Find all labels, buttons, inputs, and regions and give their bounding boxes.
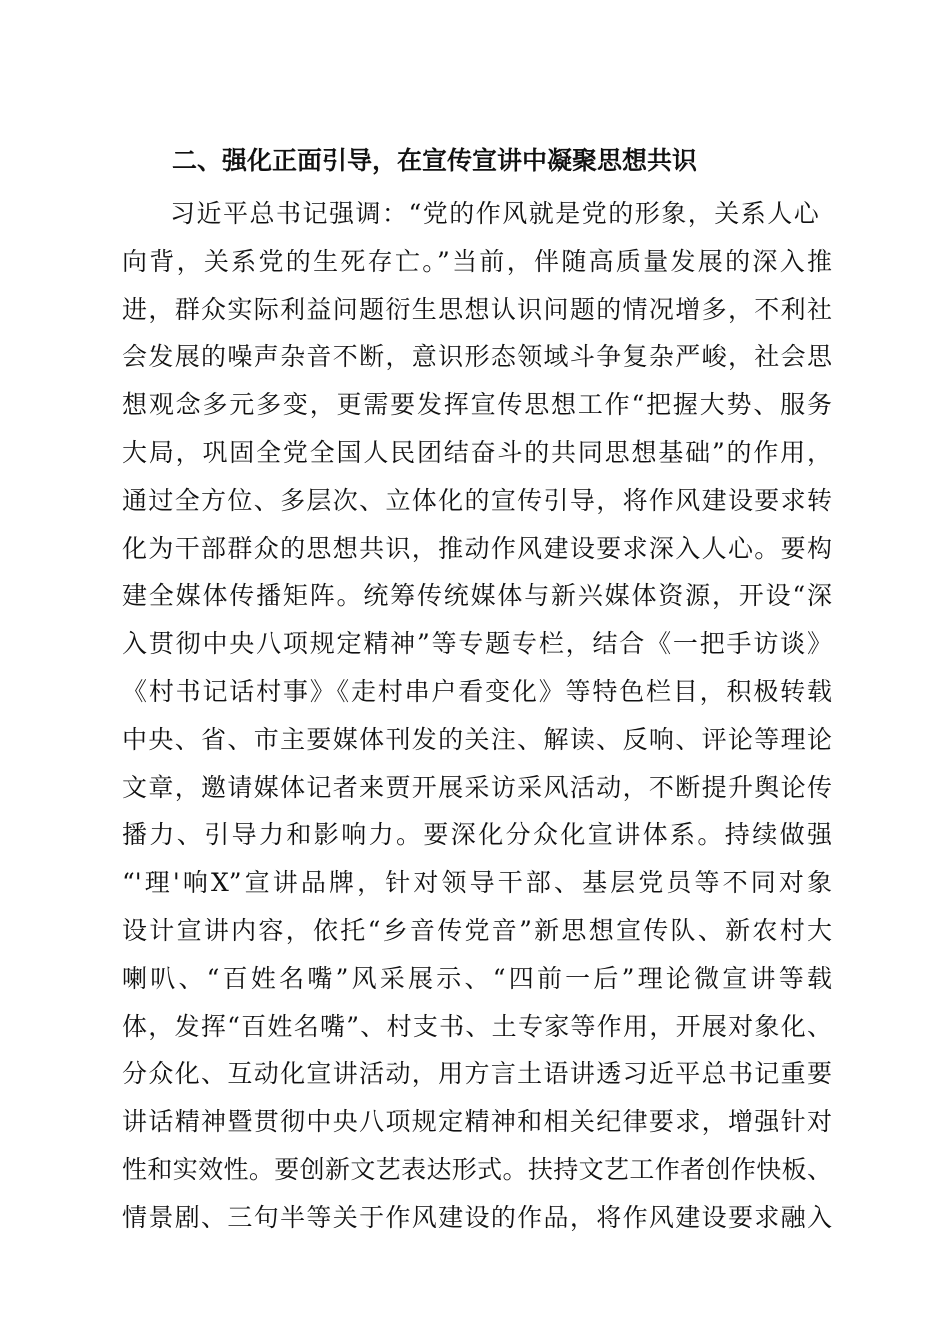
body-line: 建全媒体传播矩阵。统筹传统媒体与新兴媒体资源，开设“深	[122, 581, 832, 611]
body-line: 分众化、互动化宣讲活动，用方言土语讲透习近平总书记重要	[122, 1059, 832, 1089]
section-heading: 二、强化正面引导，在宣传宣讲中凝聚思想共识	[172, 146, 698, 175]
body-line: 进，群众实际利益问题衍生思想认识问题的情况增多，不利社	[122, 294, 832, 324]
body-text	[122, 190, 832, 1242]
body-line: 想观念多元多变，更需要发挥宣传思想工作“把握大势、服务	[122, 390, 832, 420]
body-line: 通过全方位、多层次、立体化的宣传引导，将作风建设要求转	[122, 485, 832, 515]
body-line: 中央、省、市主要媒体刊发的关注、解读、反响、评论等理论	[122, 724, 832, 754]
body-line: 《村书记话村事》《走村串户看变化》等特色栏目，积极转载	[122, 676, 832, 706]
body-line: 文章，邀请媒体记者来贾开展采访采风活动，不断提升舆论传	[122, 772, 832, 802]
body-line: 入贯彻中央八项规定精神”等专题专栏，结合《一把手访谈》	[122, 629, 832, 659]
body-line: “'理'响X”宣讲品牌，针对领导干部、基层党员等不同对象	[122, 868, 832, 898]
body-line: 化为干部群众的思想共识，推动作风建设要求深入人心。要构	[122, 533, 832, 563]
body-line: 大局，巩固全党全国人民团结奋斗的共同思想基础”的作用，	[122, 437, 832, 467]
body-line: 情景剧、三句半等关于作风建设的作品，将作风建设要求融入	[122, 1202, 832, 1232]
body-line: 性和实效性。要创新文艺表达形式。扶持文艺工作者创作快板、	[122, 1154, 832, 1184]
body-line: 习近平总书记强调：“党的作风就是党的形象，关系人心	[170, 199, 821, 228]
body-line: 喇叭、“百姓名嘴”风采展示、“四前一后”理论微宣讲等载	[122, 963, 832, 993]
body-line: 体，发挥“百姓名嘴”、村支书、土专家等作用，开展对象化、	[122, 1011, 832, 1041]
body-line: 设计宣讲内容，依托“乡音传党音”新思想宣传队、新农村大	[122, 915, 832, 945]
body-line: 讲话精神暨贯彻中央八项规定精神和相关纪律要求，增强针对	[122, 1107, 832, 1137]
body-line: 会发展的噪声杂音不断，意识形态领域斗争复杂严峻，社会思	[122, 342, 832, 372]
body-line: 播力、引导力和影响力。要深化分众化宣讲体系。持续做强	[122, 820, 832, 850]
body-line: 向背，关系党的生死存亡。”当前，伴随高质量发展的深入推	[122, 246, 832, 276]
